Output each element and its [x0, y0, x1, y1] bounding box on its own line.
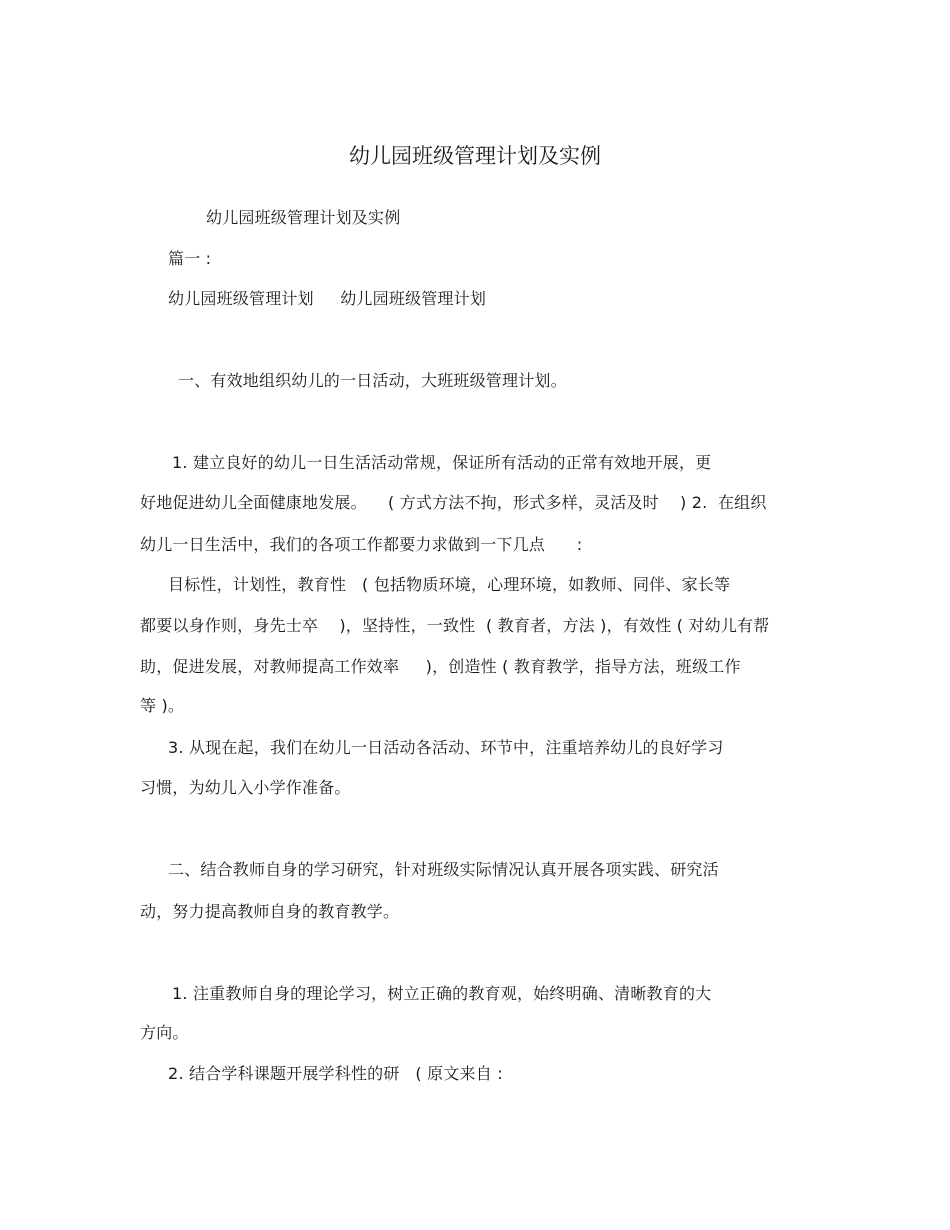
section-label: 篇一 : [168, 249, 212, 268]
section-heading-1: 一、有效地组织幼儿的一日活动，大班班级管理计划。 [178, 371, 567, 390]
paragraph-line: 助，促进发展，对教师提高工作效率 )，创造性 ( 教育教学，指导方法，班级工作 [140, 657, 741, 676]
paragraph-line: 1. 建立良好的幼儿一日生活活动常规，保证所有活动的正常有效地开展，更 [172, 453, 712, 472]
paragraph-line: 好地促进幼儿全面健康地发展。 ( 方式方法不拘，形式多样，灵活及时 ) 2. 在组织 [140, 493, 767, 512]
paragraph-line: 2. 结合学科课题开展学科性的研 ( 原文来自 : [168, 1064, 503, 1083]
paragraph-line: 动，努力提高教师自身的教育教学。 [140, 902, 400, 921]
paragraph-line: 方向。 [140, 1023, 189, 1042]
document-title: 幼儿园班级管理计划及实例 [349, 144, 601, 168]
paragraph-line: 3. 从现在起，我们在幼儿一日活动各活动、环节中，注重培养幼儿的良好学习 [168, 738, 724, 757]
heading-line: 幼儿园班级管理计划 幼儿园班级管理计划 [168, 289, 487, 308]
paragraph-line: 习惯，为幼儿入小学作准备。 [140, 778, 351, 797]
paragraph-line: 幼儿一日生活中，我们的各项工作都要力求做到一下几点 : [140, 535, 583, 554]
paragraph-line: 等 )。 [140, 696, 185, 715]
paragraph-line: 1. 注重教师自身的理论学习，树立正确的教育观，始终明确、清晰教育的大 [172, 984, 712, 1003]
section-heading-2: 二、结合教师自身的学习研究，针对班级实际情况认真开展各项实践、研究活 [168, 860, 719, 879]
paragraph-line: 都要以身作则，身先士卒 )，坚持性，一致性 ( 教育者，方法 )，有效性 ( 对幼儿有帮 [140, 616, 770, 635]
paragraph-line: 目标性，计划性，教育性 ( 包括物质环境，心理环境，如教师、同伴、家长等 [168, 575, 731, 594]
subtitle-line: 幼儿园班级管理计划及实例 [206, 208, 401, 227]
